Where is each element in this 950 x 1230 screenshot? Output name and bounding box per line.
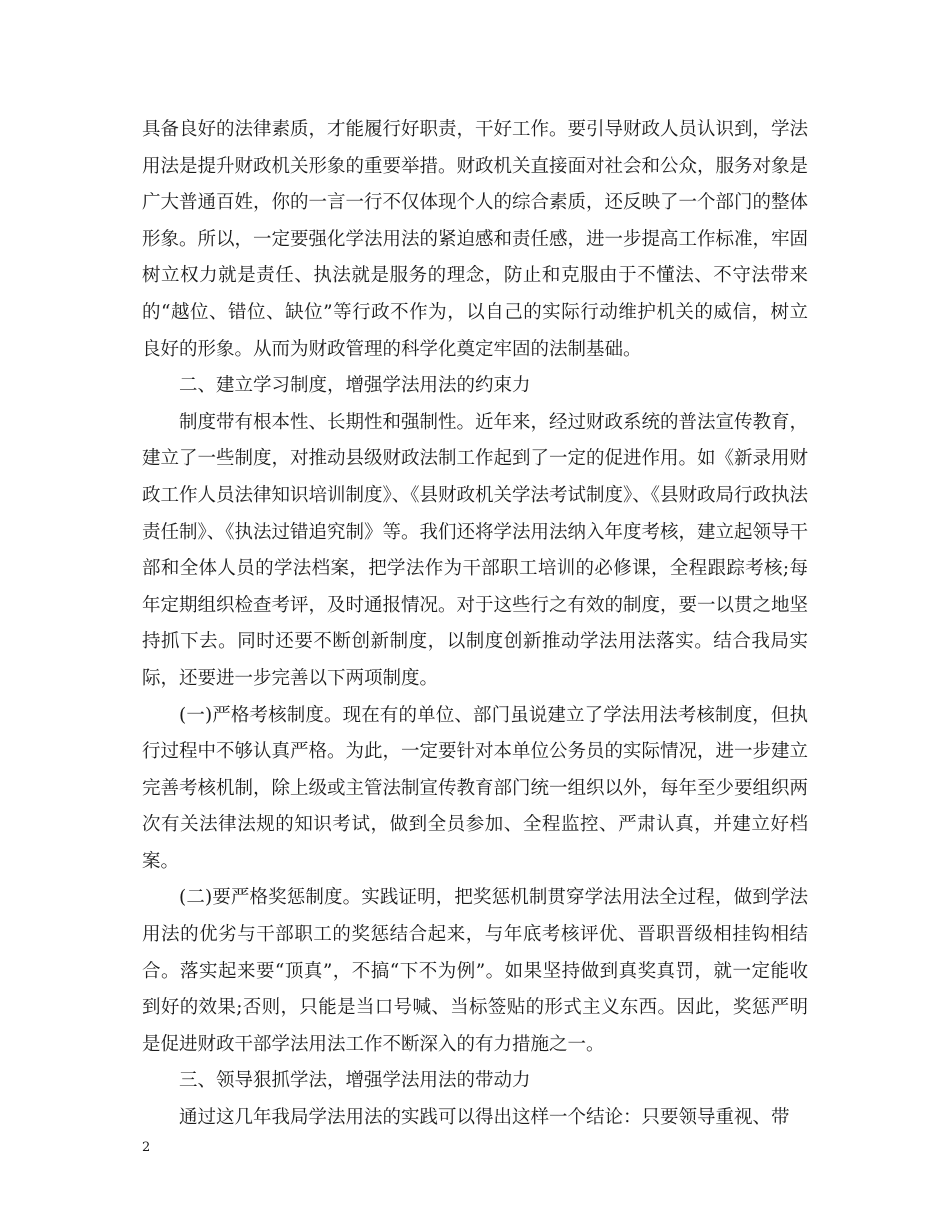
paragraph-reward-system: (二)要严格奖惩制度。实践证明，把奖惩机制贯穿学法用法全过程，做到学法用法的优劣与干部职工的奖惩结合起来，与年底考核评优、晋职晋级相挂钩相结合。落实起来要“顶真”，不搞“下不为例”。如果坚持做到真奖真罚，就一定能收到好的效果;否则，只能是当口号喊、当标签贴的形式主义东西。因此，奖惩严明是促进财政干部学法用法工作不断深入的有力措施之一。 bbox=[142, 887, 808, 1055]
page-number: 2 bbox=[142, 1140, 151, 1155]
document-body bbox=[142, 112, 808, 1137]
section-heading-2: 二、建立学习制度，增强学法用法的约束力 bbox=[179, 375, 531, 397]
paragraph-assessment-system: (一)严格考核制度。现在有的单位、部门虽说建立了学法用法考核制度，但执行过程中不够认真严格。为此，一定要针对本单位公务员的实际情况，进一步建立完善考核机制，除上级或主管法制宣传教育部门统一组织以外，每年至少要组织两次有关法律法规的知识考试，做到全员参加、全程监控、严肃认真，并建立好档案。 bbox=[142, 704, 809, 872]
section-heading-3: 三、领导狠抓学法，增强学法用法的带动力 bbox=[179, 1070, 531, 1092]
paragraph-system-intro: 制度带有根本性、长期性和强制性。近年来，经过财政系统的普法宣传教育，建立了一些制度，对推动县级财政法制工作起到了一定的促进作用。如《新录用财政工作人员法律知识培训制度》、《县财政机关学法考试制度》、《县财政局行政执法责任制》、《执法过错追究制》等。我们还将学法用法纳入年度考核，建立起领导干部和全体人员的学法档案，把学法作为干部职工培训的必修课，全程跟踪考核;每年定期组织检查考评，及时通报情况。对于这些行之有效的制度，要一以贯之地坚持抓下去。同时还要不断创新制度，以制度创新推动学法用法落实。结合我局实际，还要进一步完善以下两项制度。 bbox=[142, 411, 809, 689]
paragraph-leadership: 通过这几年我局学法用法的实践可以得出这样一个结论：只要领导重视、带 bbox=[179, 1107, 790, 1129]
paragraph-continuation: 具备良好的法律素质，才能履行好职责，干好工作。要引导财政人员认识到，学法用法是提升财政机关形象的重要举措。财政机关直接面对社会和公众，服务对象是广大普通百姓，你的一言一行不仅体现个人的综合素质，还反映了一个部门的整体形象。所以，一定要强化学法用法的紧迫感和责任感，进一步提高工作标准，牢固树立权力就是责任、执法就是服务的理念，防止和克服由于不懂法、不守法带来的“越位、错位、缺位”等行政不作为，以自己的实际行动维护机关的威信，树立良好的形象。从而为财政管理的科学化奠定牢固的法制基础。 bbox=[142, 119, 809, 360]
